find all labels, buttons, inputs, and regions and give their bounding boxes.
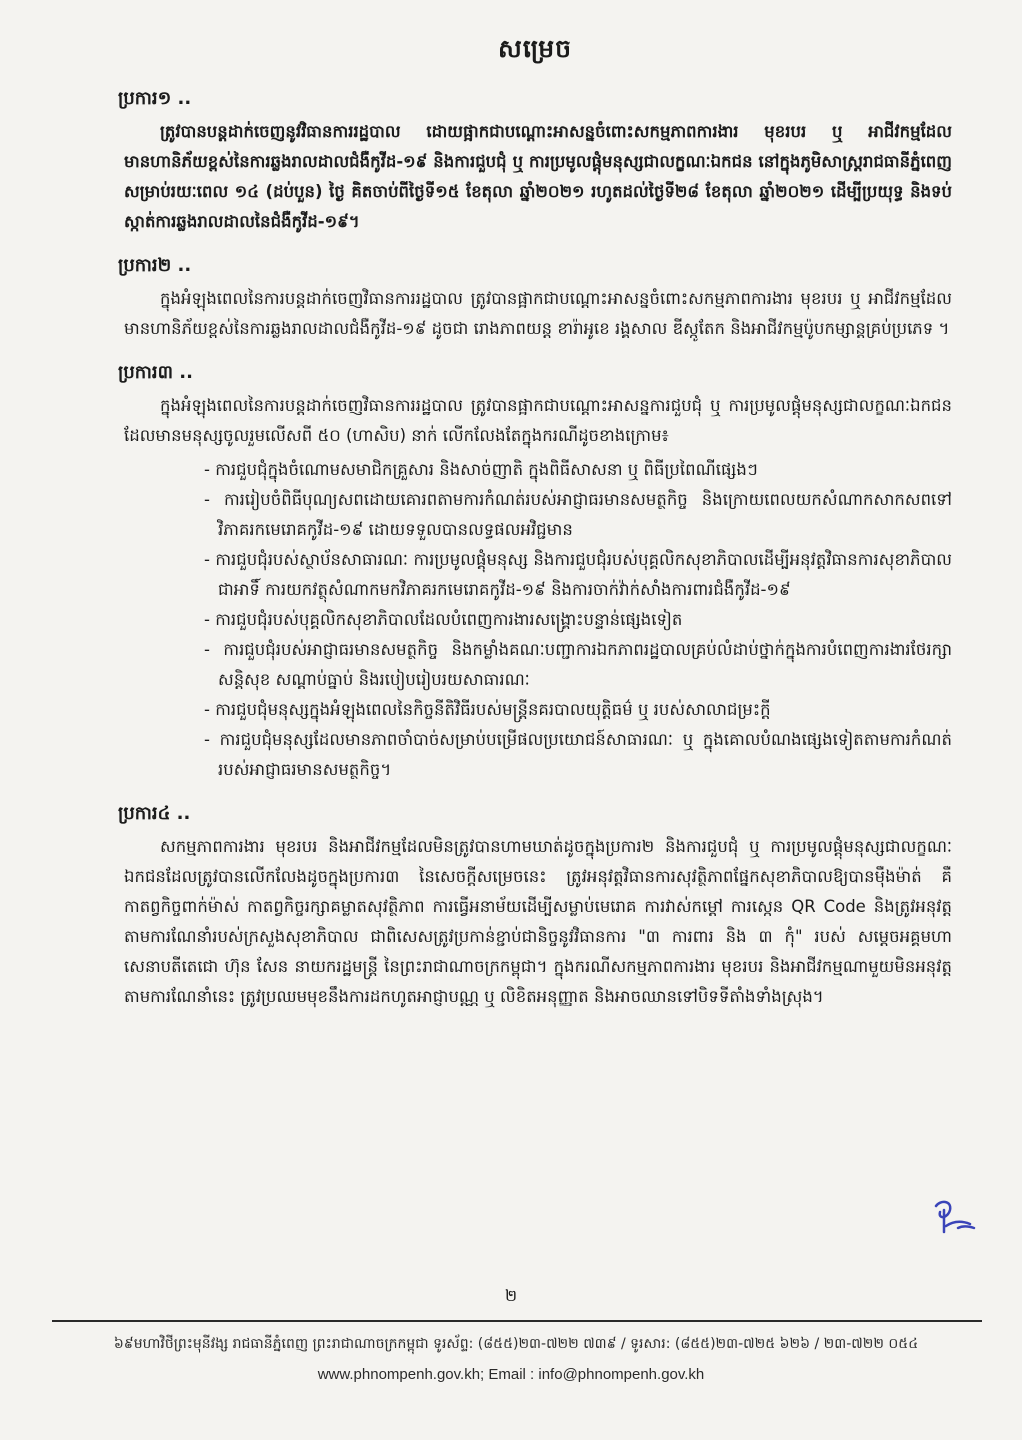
footer-address: ៦៩មហាវិថីព្រះមុនីវង្ស រាជធានីភ្នំពេញ ព្រះរាជាណាចក្រកម្ពុជា ទូរស័ព្ទ: (៨៥៥)២៣-៧២២ ៧៣៩ / ទូរសារ: (៨៥៥)២៣-៧២៥ ៦២៦ / ២៣-៧២២ ០៥៤	[113, 1336, 919, 1352]
page-number: ២	[504, 1286, 518, 1305]
document-title: សម្រេច	[498, 34, 572, 63]
footer-web-email: www.phnompenh.gov.kh; Email : info@phnompenh.gov.kh	[317, 1366, 705, 1383]
article-4-heading: ប្រការ៤ ..	[118, 803, 191, 824]
article-1-text: ត្រូវបានបន្តដាក់ចេញនូវវិធានការរដ្ឋបាល ដោយផ្អាកជាបណ្ដោះអាសន្នចំពោះសកម្មភាពការងារ មុខរបរ ឬ អាជីវកម្មដែលមានហានិភ័យខ្ពស់នៃការឆ្លងរាលដាលជំងឺកូវីដ-១៩ និងការជួបជុំ ឬ ការប្រមូលផ្ដុំមនុស្សជាលក្ខណៈឯកជន នៅក្នុងភូមិសាស្ត្ររាជធានីភ្នំពេញ សម្រាប់រយៈពេល ១៤ (ដប់បួន) ថ្ងៃ គិតចាប់ពីថ្ងៃទី១៥ ខែតុលា ឆ្នាំ២០២១ រហូតដល់ថ្ងៃទី២៨ ខែតុលា ឆ្នាំ២០២១ ដើម្បីប្រយុទ្ធ និងទប់ស្កាត់ការឆ្លងរាលដាលនៃជំងឺកូវីដ-១៩។	[124, 122, 952, 231]
article-1-heading: ប្រការ១ ..	[118, 88, 192, 109]
list-item: - ការជួបជុំក្នុងចំណោមសមាជិកគ្រួសារ និងសាច់ញាតិ ក្នុងពិធីសាសនា ឬ ពិធីប្រពៃណីផ្សេងៗ	[204, 455, 952, 485]
article-2-heading: ប្រការ២ ..	[118, 255, 192, 276]
list-item: - ការរៀបចំពិធីបុណ្យសពដោយគោរពតាមការកំណត់របស់អាជ្ញាធរមានសមត្ថកិច្ច និងក្រោយពេលយកសំណាកសាកសពទៅវិភាគរកមេរោគកូវីដ-១៩ ដោយទទួលបានលទ្ធផលអវិជ្ជមាន	[204, 485, 952, 545]
list-item: - ការជួបជុំរបស់អាជ្ញាធរមានសមត្ថកិច្ច និងកម្លាំងគណៈបញ្ជាការឯកភាពរដ្ឋបាលគ្រប់លំដាប់ថ្នាក់ក្នុងការបំពេញការងារថែរក្សាសន្តិសុខ សណ្ដាប់ធ្នាប់ និងរបៀបរៀបរយសាធារណៈ	[204, 635, 952, 695]
article-3-heading: ប្រការ៣ ..	[118, 362, 193, 383]
article-3-text: ក្នុងអំឡុងពេលនៃការបន្តដាក់ចេញវិធានការរដ្ឋបាល ត្រូវបានផ្អាកជាបណ្ដោះអាសន្នការជួបជុំ ឬ ការប្រមូលផ្ដុំមនុស្សជាលក្ខណៈឯកជនដែលមានមនុស្សចូលរួមលើសពី ៥០ (ហាសិប) នាក់ លើកលែងតែក្នុងករណីដូចខាងក្រោម៖	[124, 396, 952, 445]
list-item: - ការជួបជុំរបស់ស្ថាប័នសាធារណៈ ការប្រមូលផ្ដុំមនុស្ស និងការជួបជុំរបស់បុគ្គលិកសុខាភិបាលដើម្បីអនុវត្តវិធានការសុខាភិបាល ជាអាទិ៍ ការយកវត្ថុសំណាកមកវិភាគរកមេរោគកូវីដ-១៩ និងការចាក់វ៉ាក់សាំងការពារជំងឺកូវីដ-១៩	[204, 545, 952, 605]
article-2-text: ក្នុងអំឡុងពេលនៃការបន្តដាក់ចេញវិធានការរដ្ឋបាល ត្រូវបានផ្អាកជាបណ្ដោះអាសន្នចំពោះសកម្មភាពការងារ មុខរបរ ឬ អាជីវកម្មដែលមានហានិភ័យខ្ពស់នៃការឆ្លងរាលដាលជំងឺកូវីដ-១៩ ដូចជា រោងភាពយន្ត ខារ៉ាអូខេ រង្គសាល ឌីស្កូតែក និងអាជីវកម្មប៉ូបកម្សាន្តគ្រប់ប្រភេទ ។	[124, 289, 952, 338]
list-item: - ការជួបជុំរបស់បុគ្គលិកសុខាភិបាលដែលបំពេញការងារសង្គ្រោះបន្ទាន់ផ្សេងទៀត	[204, 605, 952, 635]
article-3-exceptions-list	[118, 455, 952, 785]
list-item: - ការជួបជុំមនុស្សដែលមានភាពចាំបាច់សម្រាប់បម្រើផលប្រយោជន៍សាធារណៈ ឬ ក្នុងគោលបំណងផ្សេងទៀតតាមការកំណត់របស់អាជ្ញាធរមានសមត្ថកិច្ច។	[204, 725, 952, 785]
article-4-text: សកម្មភាពការងារ មុខរបរ និងអាជីវកម្មដែលមិនត្រូវបានហាមឃាត់ដូចក្នុងប្រការ២ និងការជួបជុំ ឬ ការប្រមូលផ្ដុំមនុស្សជាលក្ខណៈឯកជនដែលត្រូវបានលើកលែងដូចក្នុងប្រការ៣ នៃសេចក្ដីសម្រេចនេះ ត្រូវអនុវត្តវិធានការសុវត្ថិភាពផ្នែកសុខាភិបាលឱ្យបានម៉ឺងម៉ាត់ គឺកាតព្វកិច្ចពាក់ម៉ាស់ កាតព្វកិច្ចរក្សាគម្លាតសុវត្ថិភាព ការធ្វើអនាម័យដើម្បីសម្លាប់មេរោគ ការវាស់កម្ដៅ ការស្កេន QR Code និងត្រូវអនុវត្តតាមការណែនាំរបស់ក្រសួងសុខាភិបាល ជាពិសេសត្រូវប្រកាន់ខ្ជាប់ជានិច្ចនូវវិធានការ "៣ ការពារ និង ៣ កុំ" របស់ សម្ដេចអគ្គមហាសេនាបតីតេជោ ហ៊ុន សែន នាយករដ្ឋមន្ត្រី នៃព្រះរាជាណាចក្រកម្ពុជា។ ក្នុងករណីសកម្មភាពការងារ មុខរបរ និងអាជីវកម្មណាមួយមិនអនុវត្តតាមការណែនាំនេះ ត្រូវប្រឈមមុខនឹងការដកហូតអាជ្ញាបណ្ណ ឬ លិខិតអនុញ្ញាត និងអាចឈានទៅបិទទីតាំងទាំងស្រុង។	[124, 837, 952, 1006]
footer-divider	[52, 1320, 982, 1322]
list-item: - ការជួបជុំមនុស្សក្នុងអំឡុងពេលនៃកិច្ចនីតិវិធីរបស់មន្ត្រីនគរបាលយុត្តិធម៌ ឬ របស់សាលាជម្រះក្ដី	[204, 695, 952, 725]
handwritten-initial-icon	[930, 1198, 978, 1238]
